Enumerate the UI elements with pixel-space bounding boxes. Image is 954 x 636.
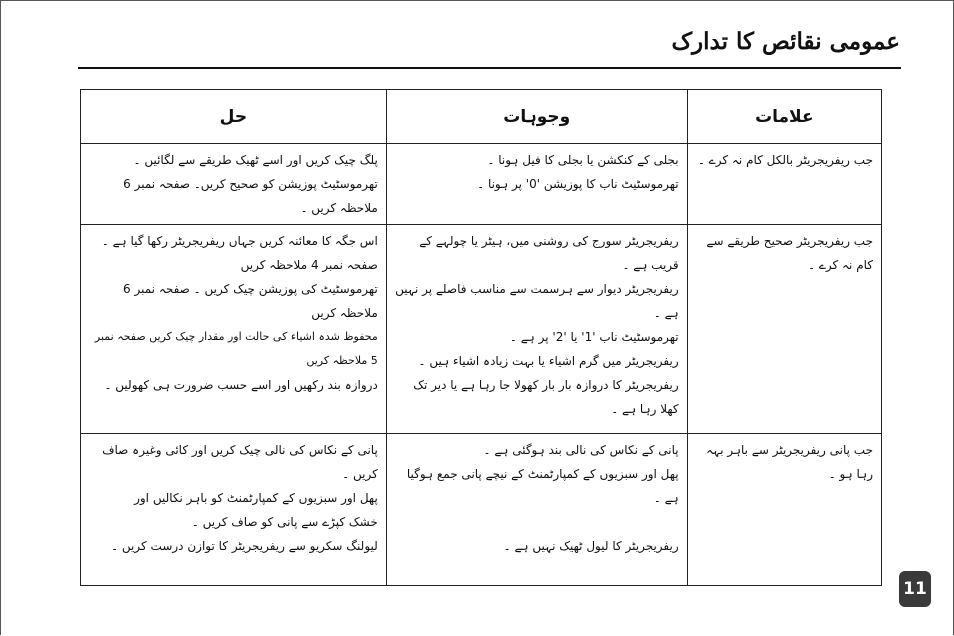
cause-line: ریفریجریٹر میں گرم اشیاء یا بہت زیادہ اشیاء ہیں ۔ [418,354,679,368]
solution-cell [81,144,387,225]
symptom-line: جب ریفریجریٹر بالکل کام نہ کرے ۔ [697,153,873,167]
solution-line: صفحہ نمبر 4 ملاحظہ کریں [240,258,378,272]
solution-line: دروازہ بند رکھیں اور اسے حسب ضرورت ہی کھولیں ۔ [104,378,378,392]
title-underline [78,67,901,69]
cause-line: ریفریجریٹر کا لیول ٹھیک نہیں ہے ۔ [503,539,679,553]
symptom-line: رہا ہو ۔ [828,467,873,481]
solution-line: تھرموسٹیٹ کی پوزیشن چیک کریں ۔ صفحہ نمبر 6 ملاحظہ کریں [123,282,378,320]
symptom-cell [687,144,881,225]
cause-line: بجلی کے کنکشن یا بجلی کا فیل ہونا ۔ [487,153,679,167]
solution-line: لیولنگ سکریو سے ریفریجریٹر کا توازن درست کریں ۔ [111,539,378,553]
symptom-line: جب ریفریجریٹر صحیح طریقے سے [706,234,873,248]
cause-line: ریفریجریٹر سورج کی روشنی میں، ہیٹر یا چولہے کے قریب ہے ۔ [419,234,679,272]
symptom-cell [687,225,881,434]
symptom-line: جب پانی ریفریجریٹر سے باہر بہہ [706,443,873,457]
header-solutions: حل [81,90,387,144]
table-row [81,144,882,225]
solution-line: پلگ چیک کریں اور اسے ٹھیک طریقے سے لگائیں ۔ [133,153,378,167]
solution-line: اس جگہ کا معائنہ کریں جہاں ریفریجریٹر رکھا گیا ہے ۔ [101,234,378,248]
cause-line: تھرموسٹیٹ ناب '1' یا '2' پر ہے ۔ [509,330,679,344]
cause-line: تھرموسٹیٹ ناب کا پوزیشن '0' پر ہونا ۔ [477,177,679,191]
cause-line: پھل اور سبزیوں کے کمپارٹمنٹ کے نیچے پانی جمع ہوگیا ہے ۔ [406,467,679,505]
cause-cell [386,225,687,434]
symptom-cell [687,434,881,586]
solution-cell [81,225,387,434]
table-row [81,434,882,586]
solution-line: پھل اور سبزیوں کے کمپارٹمنٹ کو باہر نکالیں اور [134,491,378,505]
header-causes: وجوہات [386,90,687,144]
page-number-badge: 11 [899,571,931,607]
cause-line: کھلا رہا ہے ۔ [611,402,679,416]
cause-line: ریفریجریٹر کا دروازہ بار بار کھولا جا رہا ہے یا دیر تک [413,378,679,392]
cause-line: ریفریجریٹر دیوار سے ہرسمت سے مناسب فاصلے پر نہیں ہے ۔ [395,282,679,320]
symptom-line: کام نہ کرے ۔ [807,258,873,272]
cause-cell [386,144,687,225]
solution-line: تھرموسٹیٹ پوزیشن کو صحیح کریں۔ صفحہ نمبر 6 ملاحظہ کریں ۔ [123,177,378,215]
cause-line: پانی کے نکاس کی نالی بند ہوگئی ہے ۔ [483,443,679,457]
header-symptoms: علامات [687,90,881,144]
page-title: عمومی نقائص کا تدارک [671,28,900,55]
solution-line: خشک کپڑے سے پانی کو صاف کریں ۔ [191,515,378,529]
troubleshooting-table [80,89,882,586]
solution-cell [81,434,387,586]
solution-line: محفوظ شدہ اشیاء کی حالت اور مقدار چیک کریں صفحہ نمبر 5 ملاحظہ کریں [94,330,378,367]
table-header-row [81,90,882,144]
cause-cell [386,434,687,586]
solution-line: پانی کے نکاس کی نالی چیک کریں اور کائی وغیرہ صاف کریں ۔ [102,443,378,481]
table-row [81,225,882,434]
